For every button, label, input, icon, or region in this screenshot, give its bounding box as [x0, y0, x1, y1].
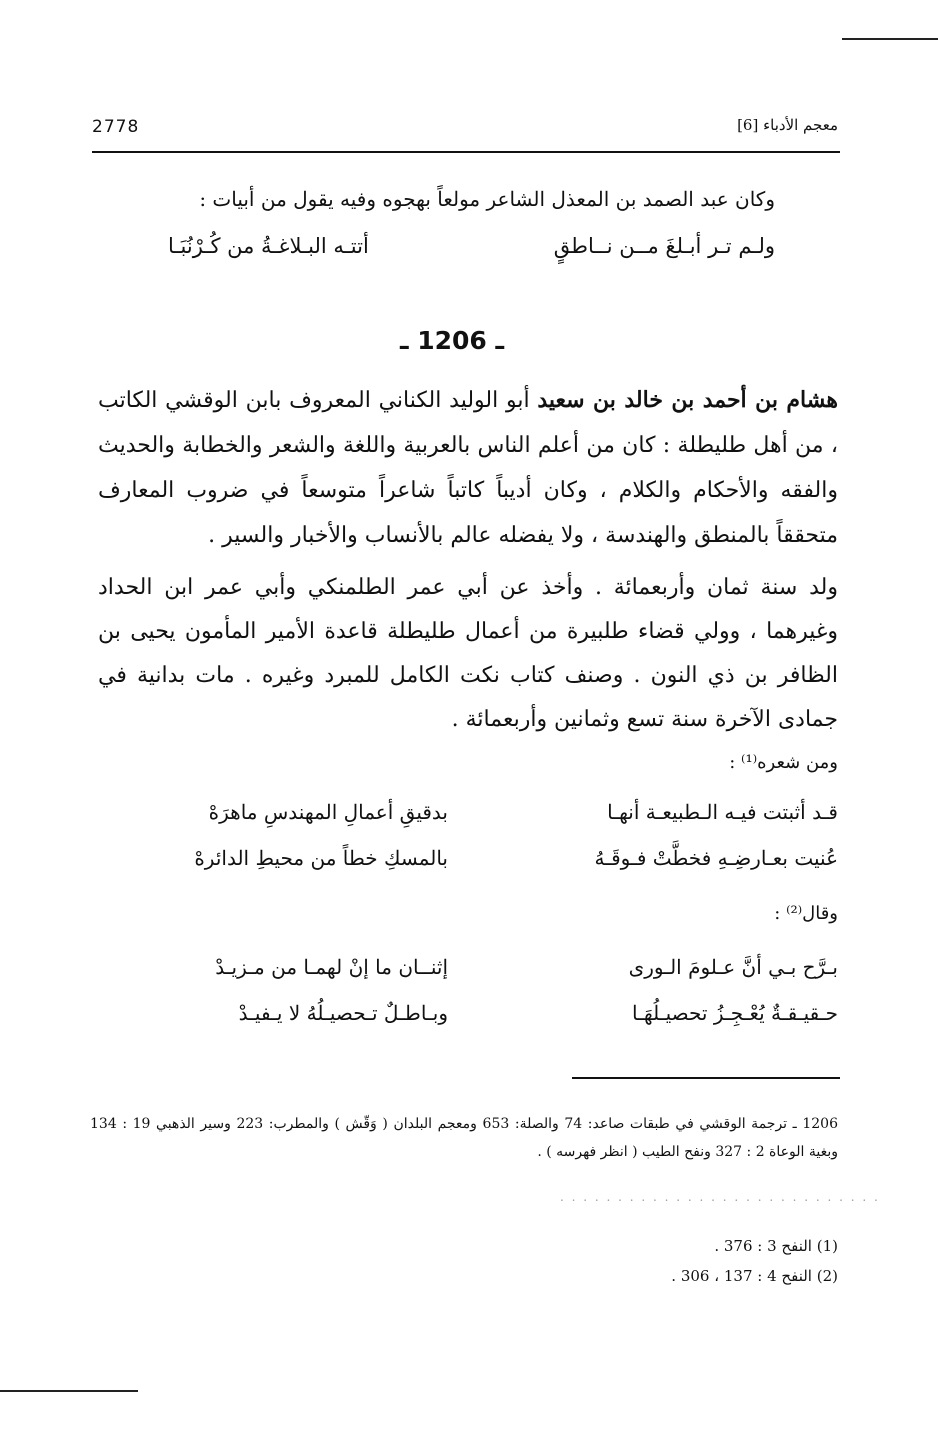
top-edge-rule	[842, 38, 938, 40]
poem1-verse2-first: عُنيت بعـارضِـهِ فخطَّتْ فـوقَـهُ	[594, 846, 838, 870]
poem1-verse1-first: قـد أثبتت فيـه الـطبيعـة أنهـا	[607, 800, 838, 824]
footnote-dotted-separator: . . . . . . . . . . . . . . . . . . . . . . . . . . . .	[560, 1190, 880, 1204]
life-paragraph: ولد سنة ثمان وأربعمائة . وأخذ عن أبي عمر الطلمنكي وأبي عمر ابن الحداد وغيرهما ، وولي قضاء طلبيرة من أعمال طليطلة قاعدة الأمير المأمون يحيى بن الظافر بن ذي النون . وصنف كتاب نكت الكامل للمبرد وغيره . مات بدانية في جمادى الآخرة سنة تسع وثمانين وأربعمائة .	[98, 575, 838, 732]
poem2-verse2-second: وبـاطـلٌ تـحصيـلُهُ لا يـفيـدْ	[238, 1001, 448, 1025]
footnote-1: (1) النفح 3 : 376 .	[714, 1237, 838, 1255]
entry-number: ـ 1206 ـ	[400, 326, 505, 355]
poem2-verse1-first: بـرَّح بـي أنَّ عـلومَ الـورى	[628, 955, 838, 979]
page-number: 2778	[92, 117, 140, 137]
poem1-verse1-second: بدقيقِ أعمالِ المهندسِ ماهرَهْ	[208, 800, 448, 824]
poem2-label: وقال⁽²⁾ :	[774, 903, 838, 924]
poem1-label: ومن شعره⁽¹⁾ :	[729, 752, 838, 773]
biography-text: أبو الوليد الكناني المعروف بابن الوقشي الكاتب ، من أهل طليطلة : كان من أعلم الناس بالعربية واللغة والشعر والخطابة والحديث والفقه والأحكام والكلام ، وكان أديباً كاتباً شاعراً متوسعاً في ضروب المعارف متحققاً بالمنطق والهندسة ، ولا يفضله عالم بالأنساب والأخبار والسير .	[98, 388, 838, 548]
intro-verse-second-hemistich: أتتـه البـلاغـةُ من كُـرْنُبَـا	[168, 234, 369, 258]
footnote-rule	[572, 1077, 840, 1079]
poem1-verse2-second: بالمسكِ خطاً من محيطِ الدائرهْ	[194, 846, 448, 870]
intro-paragraph: وكان عبد الصمد بن المعذل الشاعر مولعاً بهجوه وفيه يقول من أبيات :	[199, 187, 775, 211]
running-title: معجم الأدباء [6]	[737, 116, 838, 134]
header-rule	[92, 151, 840, 153]
bottom-edge-rule	[0, 1390, 138, 1392]
biography-paragraph	[98, 378, 838, 558]
footnote-2: (2) النفح 4 : 137 ، 306 .	[671, 1267, 838, 1285]
footnote-sources: 1206 ـ ترجمة الوقشي في طبقات صاعد: 74 والصلة: 653 ومعجم البلدان ( وَقّش ) والمطرب: 223 وسير الذهبي 19 : 134 وبغية الوعاة 2 : 327 ونفح الطيب ( انظر فهرسه ) .	[90, 1116, 838, 1160]
poem2-verse2-first: حـقيـقـةٌ يُعْـجِـزُ تحصيـلُهَـا	[631, 1001, 838, 1025]
intro-verse-first-hemistich: ولـم تـر أبـلغَ مــن نــاطقٍ	[553, 234, 775, 258]
subject-name: هشام بن أحمد بن خالد بن سعيد	[537, 387, 838, 413]
poem2-verse1-second: إثنــان ما إنْ لهمـا من مـزيـدْ	[215, 955, 448, 979]
